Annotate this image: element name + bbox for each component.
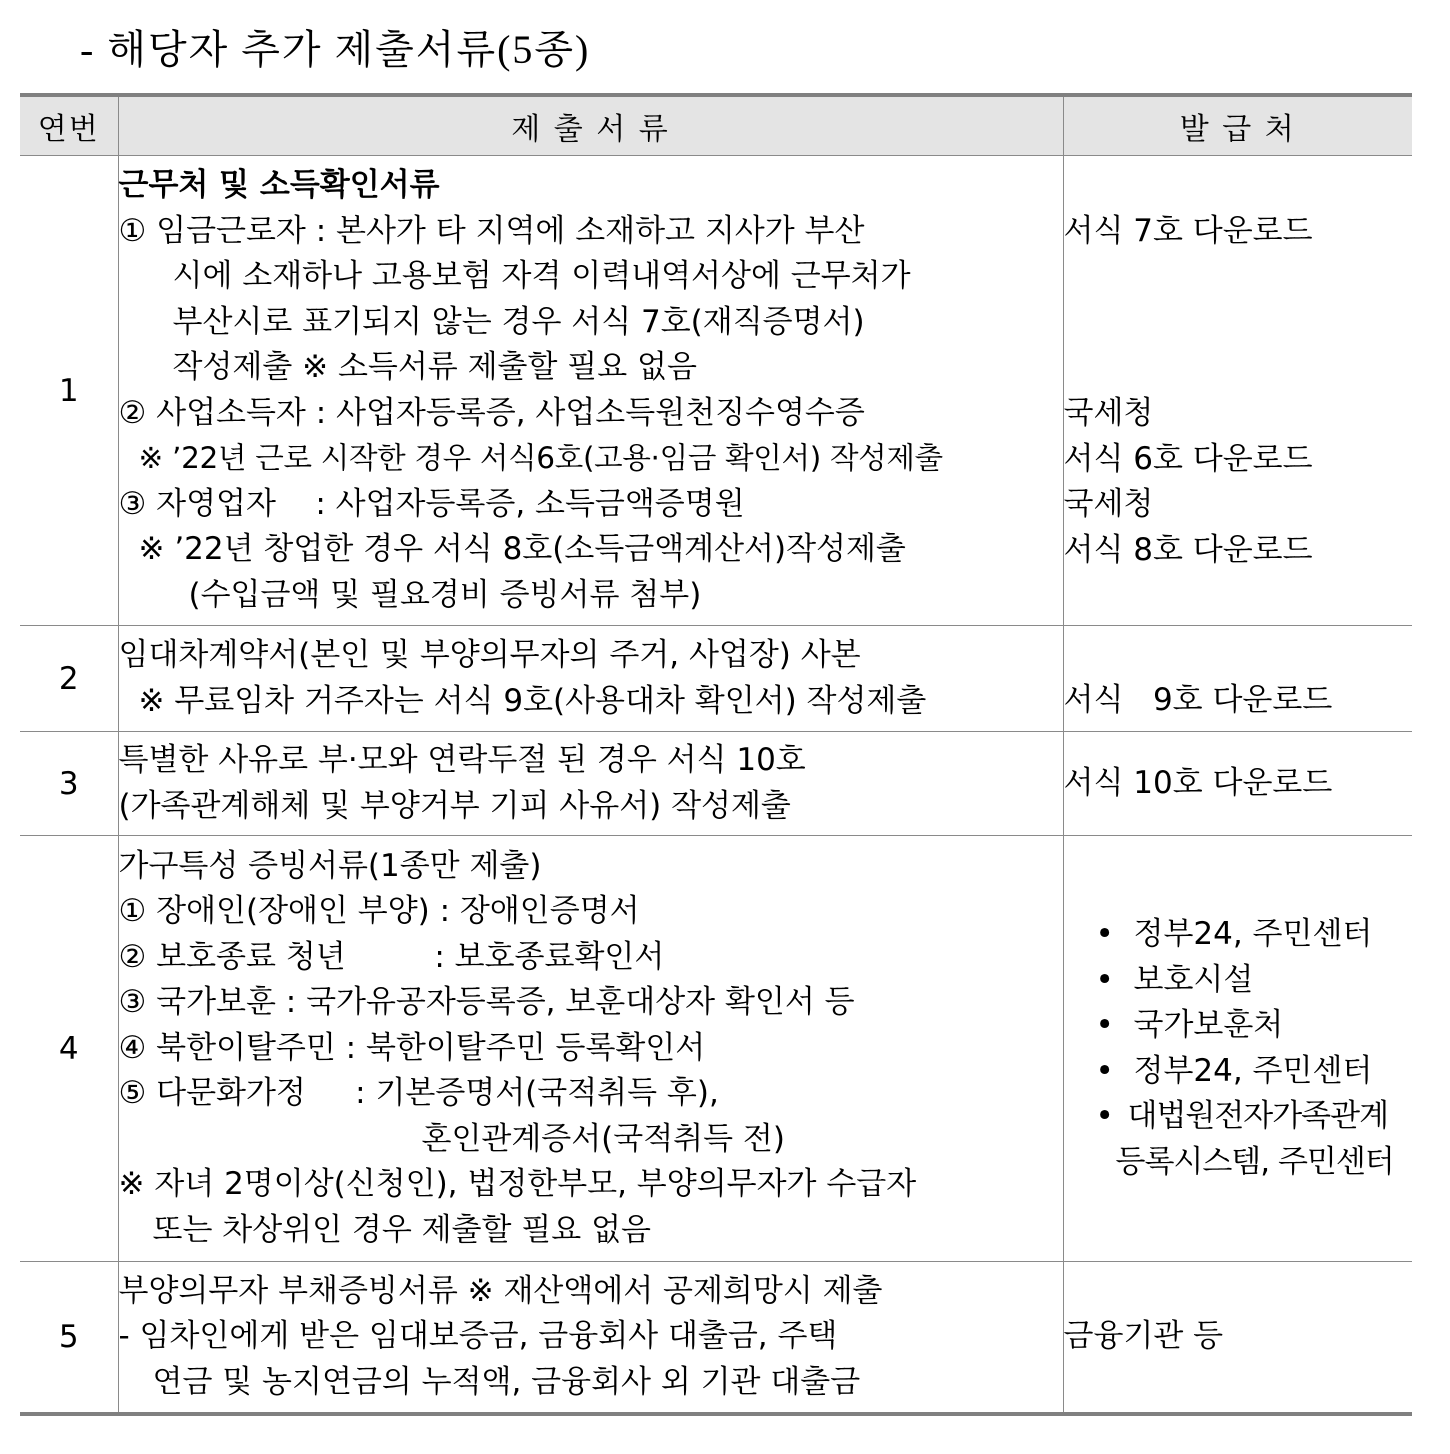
list-item: • 정부24, 주민센터: [1096, 912, 1413, 958]
issuer-nts: 국세청: [1063, 486, 1154, 522]
content-line: 특별한 사유로 부·모와 연락두절 된 경우 서식 10호: [118, 742, 806, 778]
bullet-icon: •: [1095, 1052, 1114, 1089]
content-line: ② 보호종료 청년 : 보호종료확인서: [118, 938, 665, 975]
document-description: [118, 626, 1063, 732]
list-item-continuation: 등록시스템, 주민센터: [1115, 1143, 1394, 1180]
bullet-icon: •: [1095, 1007, 1114, 1043]
list-item: • 대법원전자가족관계: [1096, 1094, 1413, 1140]
header-documents: 제 출 서 류: [118, 95, 1063, 156]
issuer-text: 금융기관 등: [1063, 1318, 1224, 1354]
content-line: (수입금액 및 필요경비 증빙서류 첨부): [188, 576, 702, 613]
list-item: • 국가보훈처: [1096, 1003, 1413, 1049]
form-6-download-link[interactable]: 서식 6호 다운로드: [1063, 440, 1313, 477]
table-row: [20, 626, 1412, 732]
note-line: ※ ’22년 근로 시작한 경우 서식6호(고용·임금 확인서) 작성제출: [138, 441, 943, 475]
header-issuer: 발 급 처: [1063, 95, 1412, 156]
note-line: ※ 무료임차 거주자는 서식 9호(사용대차 확인서) 작성제출: [138, 682, 927, 719]
content-line: 작성제출 ※ 소득서류 제출할 필요 없음: [172, 349, 697, 385]
content-line: ① 장애인(장애인 부양) : 장애인증명서: [118, 893, 640, 930]
issuer-cell: [1063, 626, 1412, 732]
row-number: 3: [20, 732, 118, 836]
content-line: ③ 국가보훈 : 국가유공자등록증, 보훈대상자 확인서 등: [118, 984, 855, 1021]
section-heading: 근무처 및 소득확인서류: [118, 167, 440, 203]
content-line: ④ 북한이탈주민 : 북한이탈주민 등록확인서: [118, 1029, 706, 1066]
content-line: ① 임금근로자 : 본사가 타 지역에 소재하고 지사가 부산: [118, 212, 865, 249]
bullet-icon: •: [1095, 1098, 1114, 1134]
issuer-list: [1086, 912, 1413, 1185]
content-line: ② 사업소득자 : 사업자등록증, 사업소득원천징수영수증: [118, 394, 865, 431]
content-line: 연금 및 농지연금의 누적액, 금융회사 외 기관 대출금: [152, 1363, 861, 1400]
section-heading: 가구특성 증빙서류(1종만 제출): [118, 847, 542, 884]
bullet-icon: •: [1095, 961, 1114, 998]
document-description: [118, 836, 1063, 1262]
document-description: [118, 1262, 1063, 1414]
document-title: - 해당자 추가 제출서류(5종): [80, 27, 591, 72]
form-10-download-link[interactable]: 서식 10호 다운로드: [1063, 764, 1333, 801]
issuer-cell: [1063, 836, 1412, 1262]
form-9-download-link[interactable]: 서식 9호 다운로드: [1063, 681, 1333, 718]
issuer-cell: [1063, 1262, 1412, 1414]
content-line: 임대차계약서(본인 및 부양의무자의 주거, 사업장) 사본: [118, 637, 861, 673]
issuer-cell: [1063, 156, 1412, 626]
list-item: • 정부24, 주민센터: [1096, 1049, 1413, 1095]
note-line: 또는 차상위인 경우 제출할 필요 없음: [152, 1211, 651, 1248]
table-row: [20, 836, 1412, 1262]
list-item: • 보호시설: [1096, 958, 1413, 1004]
content-line: 부양의무자 부채증빙서류 ※ 재산액에서 공제희망시 제출: [118, 1272, 883, 1309]
content-line: 부산시로 표기되지 않는 경우 서식 7호(재직증명서): [172, 303, 865, 340]
content-line: - 임차인에게 받은 임대보증금, 금융회사 대출금, 주택: [118, 1318, 838, 1354]
form-7-download-link[interactable]: 서식 7호 다운로드: [1063, 213, 1313, 249]
bullet-icon: •: [1095, 916, 1114, 952]
content-line: ③ 자영업자 : 사업자등록증, 소득금액증명원: [118, 485, 745, 522]
form-8-download-link[interactable]: 서식 8호 다운로드: [1063, 531, 1313, 568]
content-line: (가족관계해체 및 부양거부 기피 사유서) 작성제출: [118, 787, 791, 824]
table-row: [20, 156, 1412, 626]
required-documents-table: [20, 93, 1412, 1416]
issuer-cell: [1063, 732, 1412, 836]
document-description: [118, 732, 1063, 836]
content-line: 시에 소재하나 고용보험 자격 이력내역서상에 근무처가: [172, 258, 911, 294]
table-header-row: [20, 95, 1412, 156]
content-line: 혼인관계증서(국적취득 전): [421, 1120, 785, 1157]
row-number: 4: [20, 836, 118, 1262]
row-number: 5: [20, 1262, 118, 1414]
issuer-nts: 국세청: [1063, 395, 1154, 431]
row-number: 1: [20, 156, 118, 626]
note-line: ※ 자녀 2명이상(신청인), 법정한부모, 부양의무자가 수급자: [118, 1166, 917, 1203]
document-description: [118, 156, 1063, 626]
content-line: ⑤ 다문화가정 : 기본증명서(국적취득 후),: [118, 1075, 719, 1112]
note-line: ※ ’22년 창업한 경우 서식 8호(소득금액계산서)작성제출: [138, 531, 906, 567]
table-row: [20, 732, 1412, 836]
table-row: [20, 1262, 1412, 1414]
row-number: 2: [20, 626, 118, 732]
header-serial-number: 연번: [20, 95, 118, 156]
